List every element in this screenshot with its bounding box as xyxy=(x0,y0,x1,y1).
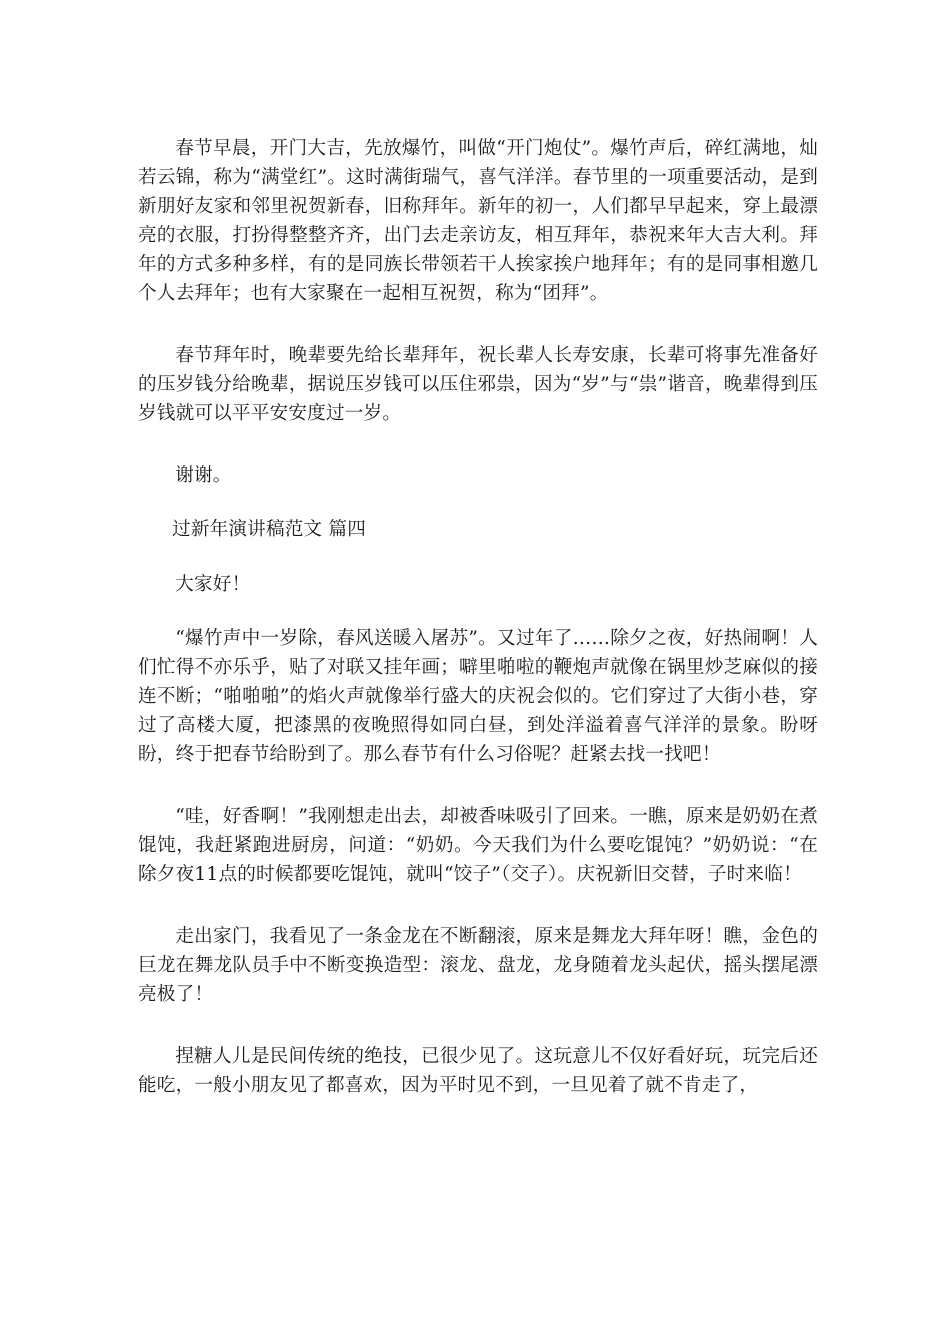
paragraph-wontons: “哇，好香啊！”我刚想走出去，却被香味吸引了回来。一瞧，原来是奶奶在煮馄饨，我赶紧跑进厨房，问道：“奶奶。今天我们为什么要吃馄饨？”奶奶说：“在除夕夜11点的时候都要吃馄饨，就叫“饺子”（交子）。庆祝新旧交替，子时来临！ xyxy=(138,806,818,885)
paragraph-thanks: 谢谢。 xyxy=(175,465,232,486)
document-page xyxy=(138,134,818,1133)
paragraph-greeting: 大家好！ xyxy=(175,574,251,595)
paragraph-firecrackers: “爆竹声中一岁除，春风送暖入屠苏”。又过年了……除夕之夜，好热闹啊！人们忙得不亦乐乎，贴了对联又挂年画；噼里啪啦的鞭炮声就像在锅里炒芝麻似的接连不断；“啪啪啪”的焰火声就像举行盛大的庆祝会似的。它们穿过了大街小巷，穿过了高楼大厦，把漆黑的夜晚照得如同白昼，到处洋溢着喜气洋洋的景象。盼呀盼，终于把春节给盼到了。那么春节有什么习俗呢？赶紧去找一找吧！ xyxy=(138,628,818,765)
paragraph-dragon-dance: 走出家门，我看见了一条金龙在不断翻滚，原来是舞龙大拜年呀！瞧，金色的巨龙在舞龙队员手中不断变换造型：滚龙、盘龙，龙身随着龙头起伏，摇头摆尾漂亮极了！ xyxy=(138,926,818,1005)
paragraph-sugar-figures: 捏糖人儿是民间传统的绝技，已很少见了。这玩意儿不仅好看好玩，玩完后还能吃，一般小朋友见了都喜欢，因为平时见不到，一旦见着了就不肯走了， xyxy=(138,1046,818,1096)
section-heading: 过新年演讲稿范文 篇四 xyxy=(172,519,367,540)
paragraph-new-year-morning: 春节早晨，开门大吉，先放爆竹，叫做“开门炮仗”。爆竹声后，碎红满地，灿若云锦，称为“满堂红”。这时满街瑞气，喜气洋洋。春节里的一项重要活动，是到新朋好友家和邻里祝贺新春，旧称拜年。新年的初一，人们都早早起来，穿上最漂亮的衣服，打扮得整整齐齐，出门去走亲访友，相互拜年，恭祝来年大吉大利。拜年的方式多种多样，有的是同族长带领若干人挨家挨户地拜年；有的是同事相邀几个人去拜年；也有大家聚在一起相互祝贺，称为“团拜”。 xyxy=(138,138,818,304)
paragraph-lucky-money: 春节拜年时，晚辈要先给长辈拜年，祝长辈人长寿安康，长辈可将事先准备好的压岁钱分给晚辈，据说压岁钱可以压住邪祟，因为“岁”与“祟”谐音，晚辈得到压岁钱就可以平平安安度过一岁。 xyxy=(138,345,818,424)
